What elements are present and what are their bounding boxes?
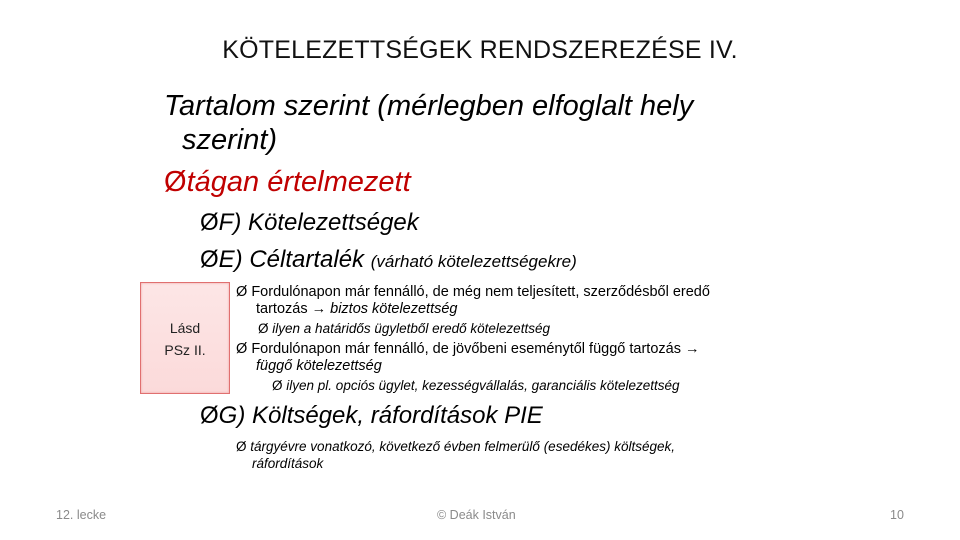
bullet-arrow-icon: Ø [258,321,269,336]
heading-red-text: tágan értelmezett [186,166,411,198]
item-g [200,402,543,430]
item-g-sub [236,439,675,454]
item-g-text: G) Költségek, ráfordítások PIE [218,402,543,429]
bullet-2 [236,341,699,358]
bullet-1-sub [258,321,550,336]
bullet-2-line-2 [256,358,382,375]
bullet-2-sub [272,378,680,393]
item-g-sub-line-1: tárgyévre vonatkozó, következő évben felmerülő (esedékes) költségek, [250,439,676,454]
bullet-arrow-icon: Ø [164,166,187,198]
item-f-text: F) Kötelezettségek [218,209,419,236]
heading-line-1: Tartalom szerint (mérlegben elfoglalt hely [164,90,694,122]
see-reference-line-1: Lásd [169,320,201,336]
item-e-note: (várható kötelezettségekre) [370,252,577,271]
footer-author: © Deák István [437,508,516,522]
bullet-1-line-1: Fordulónapon már fennálló, de még nem teljesített, szerződésből eredő [251,284,710,300]
bullet-arrow-icon: Ø [236,341,248,357]
footer-page-number: 10 [890,508,904,522]
bullet-1-italic: biztos kötelezettség [330,301,458,317]
bullet-1-sub-text: ilyen a határidős ügyletből eredő kötelezettség [272,321,550,336]
bullet-arrow-icon: Ø [200,402,219,429]
see-reference-text [141,317,229,361]
bullet-arrow-icon: Ø [200,209,219,236]
bullet-2-italic: függő kötelezettség [256,358,382,374]
see-reference-box [140,282,230,394]
bullet-arrow-icon: Ø [236,439,247,454]
item-e [200,246,577,274]
item-f [200,209,419,237]
see-reference-line-2: PSz II. [164,342,206,358]
bullet-1-line-2 [256,301,458,318]
bullet-1 [236,284,710,301]
footer-lesson: 12. lecke [56,508,107,522]
bullet-arrow-icon: Ø [272,378,283,393]
item-g-sub-line-2: ráfordítások [252,456,324,471]
heading-red-item [164,166,411,199]
bullet-1-plain: tartozás → [256,301,331,317]
bullet-arrow-icon: Ø [236,284,248,300]
bullet-2-line-1: Fordulónapon már fennálló, de jövőbeni eseménytől függő tartozás → [251,341,700,357]
bullet-2-sub-text: ilyen pl. opciós ügylet, kezességvállalás, garanciális kötelezettség [286,378,680,393]
slide-title: KÖTELEZETTSÉGEK RENDSZEREZÉSE IV. [222,36,738,64]
item-e-text: E) Céltartalék [218,246,365,273]
bullet-arrow-icon: Ø [200,246,219,273]
heading-line-2: szerint) [182,124,278,156]
